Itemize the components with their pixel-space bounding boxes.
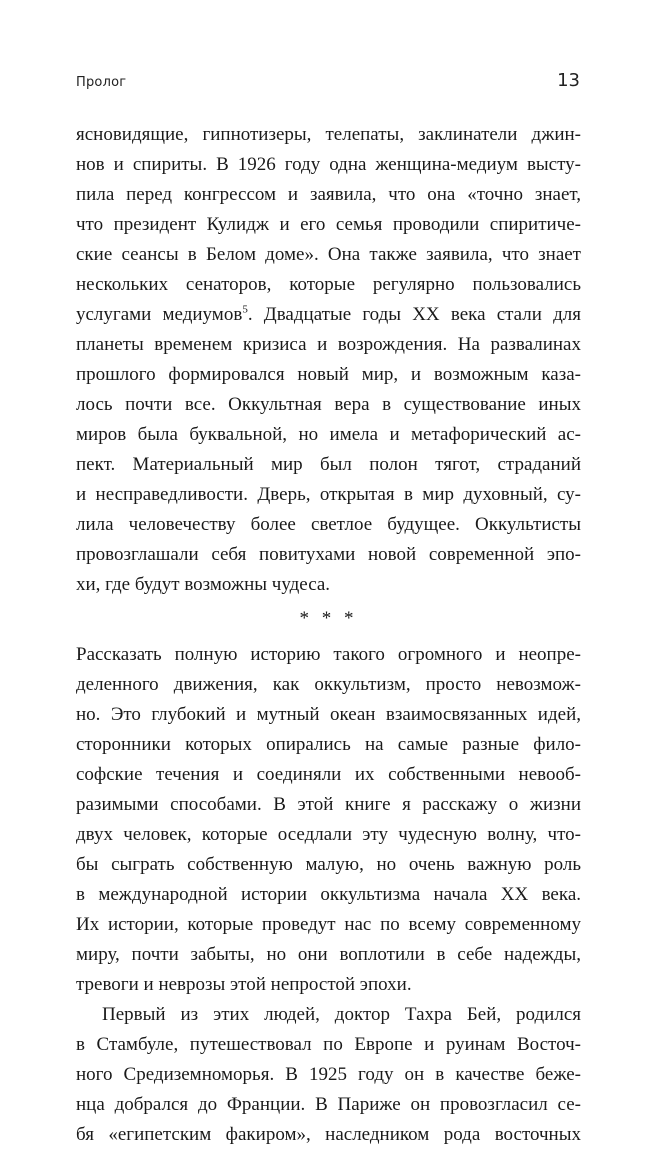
text-line: прошлого формировался новый мир, и возможным каза-	[76, 364, 581, 385]
text-line: софские течения и соединяли их собственными невооб-	[76, 764, 581, 785]
text-line: лила человечеству более светлое будущее. Оккультисты	[76, 514, 581, 535]
text-line: миру, почти забыты, но они воплотили в себе надежды,	[76, 944, 581, 965]
text-line: деленного движения, как оккультизм, просто невозмож-	[76, 674, 581, 695]
text-line: двух человек, которые оседлали эту чудесную волну, что-	[76, 824, 581, 845]
section-separator: * * *	[299, 608, 358, 629]
text-line: бы сыграть собственную малую, но очень важную роль	[76, 854, 581, 875]
text-line: в Стамбуле, путешествовал по Европе и руинам Восточ-	[76, 1034, 581, 1055]
text-line: пект. Материальный мир был полон тягот, страданий	[76, 454, 581, 475]
text-line: нескольких сенаторов, которые регулярно пользовались	[76, 274, 581, 295]
text-line: но. Это глубокий и мутный океан взаимосвязанных идей,	[76, 704, 581, 725]
footnote-marker: 5	[242, 303, 248, 316]
text-line: и несправедливости. Дверь, открытая в мир духовный, су-	[76, 484, 581, 505]
running-head: Пролог	[76, 75, 127, 90]
text-line: пила перед конгрессом и заявила, что она «точно знает,	[76, 184, 581, 205]
paragraph	[76, 1000, 581, 1150]
text-segment: . Двадцатые годы XX века стали для	[247, 304, 581, 325]
text-line: бя «египетским факиром», наследником рода восточных	[76, 1124, 581, 1145]
page-number: 13	[557, 70, 580, 91]
text-line: что президент Кулидж и его семья проводили спиритиче-	[76, 214, 581, 235]
text-line: разимыми способами. В этой книге я расскажу о жизни	[76, 794, 581, 815]
text-line: тревоги и неврозы этой непростой эпохи.	[76, 974, 412, 995]
text-line: ного Средиземноморья. В 1925 году он в качестве беже-	[76, 1064, 581, 1085]
paragraph	[76, 640, 581, 1000]
text-line: в международной истории оккультизма начала XX века.	[76, 884, 581, 905]
text-line: нца добрался до Франции. В Париже он провозгласил се-	[76, 1094, 581, 1115]
text-line: нов и спириты. В 1926 году одна женщина-медиум высту-	[76, 154, 581, 175]
text-line: лось почти все. Оккультная вера в существование иных	[76, 394, 581, 415]
text-line: планеты временем кризиса и возрождения. На развалинах	[76, 334, 581, 355]
text-line: ясновидящие, гипнотизеры, телепаты, заклинатели джин-	[76, 124, 581, 145]
text-line: миров была буквальной, но имела и метафорический ас-	[76, 424, 581, 445]
text-line: сторонники которых опирались на самые разные фило-	[76, 734, 581, 755]
page-body	[76, 120, 581, 1150]
text-line: провозглашали себя повитухами новой современной эпо-	[76, 544, 581, 565]
paragraph	[76, 120, 581, 600]
text-line	[76, 300, 581, 330]
text-line: хи, где будут возможны чудеса.	[76, 574, 331, 595]
text-line: ские сеансы в Белом доме». Она также заявила, что знает	[76, 244, 581, 265]
text-line: Рассказать полную историю такого огромного и неопре-	[76, 644, 581, 665]
text-line: Первый из этих людей, доктор Тахра Бей, родился	[102, 1004, 581, 1025]
text-line: Их истории, которые проведут нас по всему современному	[76, 914, 581, 935]
text-segment: услугами медиумов	[76, 304, 243, 325]
